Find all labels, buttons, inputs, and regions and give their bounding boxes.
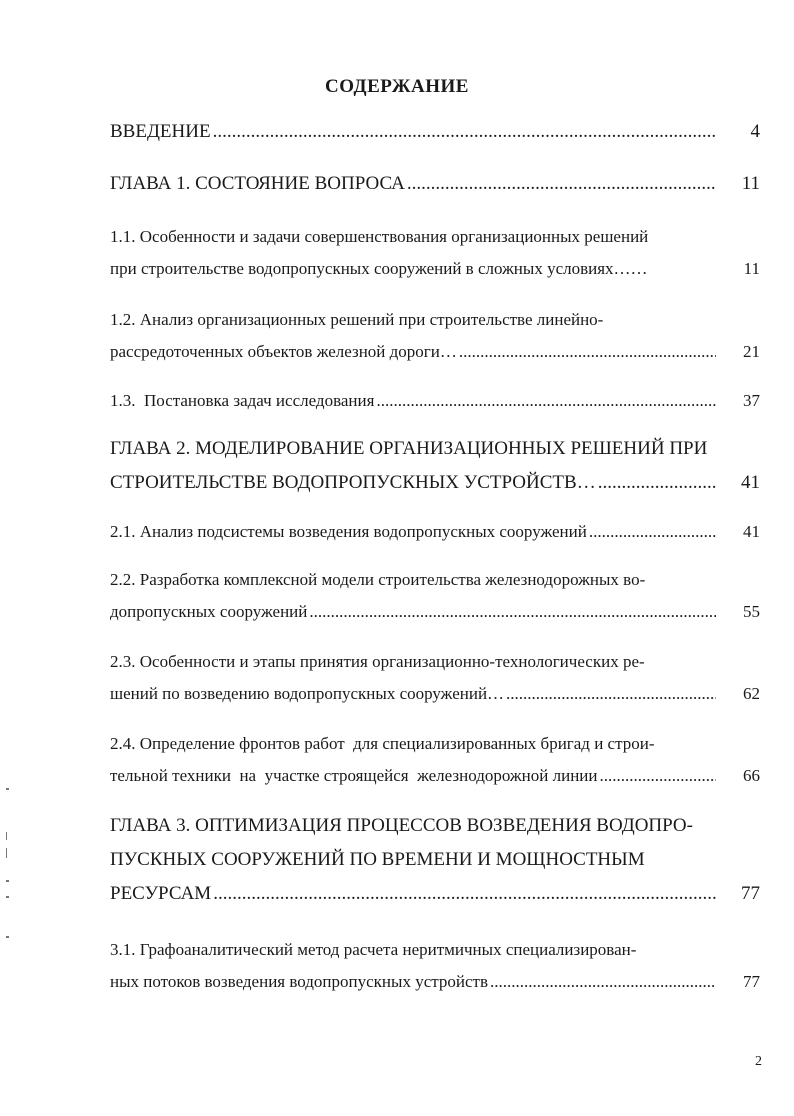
toc-page-number: 62 xyxy=(743,684,760,703)
toc-entry-text: РЕСУРСАМ xyxy=(110,883,212,904)
toc-page-number: 41 xyxy=(743,522,760,541)
toc-entry-text: 2.3. Особенности и этапы принятия организационно-технологических ре- xyxy=(110,652,645,671)
toc-entry-text: ВВЕДЕНИЕ xyxy=(110,121,211,142)
toc-entry-text: при строительстве водопропускных сооружений в сложных условиях…… xyxy=(110,259,648,278)
toc-entry-text: СТРОИТЕЛЬСТВЕ ВОДОПРОПУСКНЫХ УСТРОЙСТВ… xyxy=(110,472,596,493)
toc-leader xyxy=(506,684,716,704)
toc-entry-chapter-2[interactable] xyxy=(110,438,760,506)
toc-entry-text: 1.2. Анализ организационных решений при строительстве линейно- xyxy=(110,310,604,329)
toc-entry-text: ПУСКНЫХ СООРУЖЕНИЙ ПО ВРЕМЕНИ И МОЩНОСТНЫМ xyxy=(110,849,645,870)
toc-entry-text: 2.2. Разработка комплексной модели строительства железнодорожных во- xyxy=(110,570,646,589)
scan-speck xyxy=(6,936,9,938)
toc-entry-text: 1.1. Особенности и задачи совершенствования организационных решений xyxy=(110,227,649,246)
toc-page-number: 4 xyxy=(750,121,760,142)
toc-entry-text: рассредоточенных объектов железной дороги… xyxy=(110,342,457,361)
toc-page-number: 11 xyxy=(743,259,760,278)
scan-speck xyxy=(6,880,9,882)
toc-page-number: 21 xyxy=(743,342,760,361)
toc-page-number: 77 xyxy=(741,883,760,904)
toc-leader xyxy=(376,391,716,411)
toc-page-number: 41 xyxy=(741,472,760,493)
toc-page-number: 66 xyxy=(743,766,760,785)
scan-speck xyxy=(6,788,9,790)
toc-entry-text: ГЛАВА 2. МОДЕЛИРОВАНИЕ ОРГАНИЗАЦИОННЫХ РЕШЕНИЙ ПРИ xyxy=(110,438,708,459)
toc-entry-2-2[interactable] xyxy=(110,570,760,634)
toc-entry-text: ГЛАВА 1. СОСТОЯНИЕ ВОПРОСА xyxy=(110,173,405,194)
toc-page-number: 11 xyxy=(741,173,760,194)
toc-leader xyxy=(598,472,716,494)
toc-entry-2-4[interactable] xyxy=(110,734,760,798)
toc-leader xyxy=(407,173,716,195)
toc-leader xyxy=(589,522,716,542)
toc-entry-text: 2.1. Анализ подсистемы возведения водопропускных сооружений xyxy=(110,522,587,541)
scan-speck xyxy=(6,832,7,840)
toc-entry-2-1[interactable] xyxy=(110,522,760,554)
toc-entry-1-2[interactable] xyxy=(110,310,760,374)
scan-speck xyxy=(6,848,7,858)
toc-entry-text: ных потоков возведения водопропускных устройств xyxy=(110,972,488,991)
toc-leader xyxy=(600,766,717,786)
toc-entry-text: допропускных сооружений xyxy=(110,602,308,621)
toc-entry-text: 1.3. Постановка задач исследования xyxy=(110,391,375,410)
toc-entry-text: 3.1. Графоаналитический метод расчета неритмичных специализирован- xyxy=(110,940,637,959)
toc-page-number: 37 xyxy=(743,391,760,410)
toc-leader xyxy=(213,121,716,143)
toc-leader xyxy=(213,883,716,905)
toc-entry-introduction[interactable] xyxy=(110,121,760,155)
page-number: 2 xyxy=(755,1054,762,1069)
toc-leader xyxy=(490,972,716,992)
scan-speck xyxy=(6,896,9,898)
toc-entry-chapter-3[interactable] xyxy=(110,815,760,917)
toc-entry-1-1[interactable] xyxy=(110,227,760,291)
toc-entry-1-3[interactable] xyxy=(110,391,760,423)
toc-entry-2-3[interactable] xyxy=(110,652,760,716)
toc-entry-chapter-1[interactable] xyxy=(110,173,760,207)
page-title: СОДЕРЖАНИЕ xyxy=(325,76,469,97)
toc-page-number: 77 xyxy=(743,972,760,991)
toc-entry-text: шений по возведению водопропускных сооружений… xyxy=(110,684,505,703)
toc-leader xyxy=(459,342,716,362)
toc-entry-text: ГЛАВА 3. ОПТИМИЗАЦИЯ ПРОЦЕССОВ ВОЗВЕДЕНИЯ ВОДОПРО- xyxy=(110,815,693,836)
toc-entry-text: тельной техники на участке строящейся железнодорожной линии xyxy=(110,766,598,785)
toc-entry-text: 2.4. Определение фронтов работ для специализированных бригад и строи- xyxy=(110,734,655,753)
toc-entry-3-1[interactable] xyxy=(110,940,760,1004)
toc-page-number: 55 xyxy=(743,602,760,621)
toc-leader xyxy=(309,602,716,622)
